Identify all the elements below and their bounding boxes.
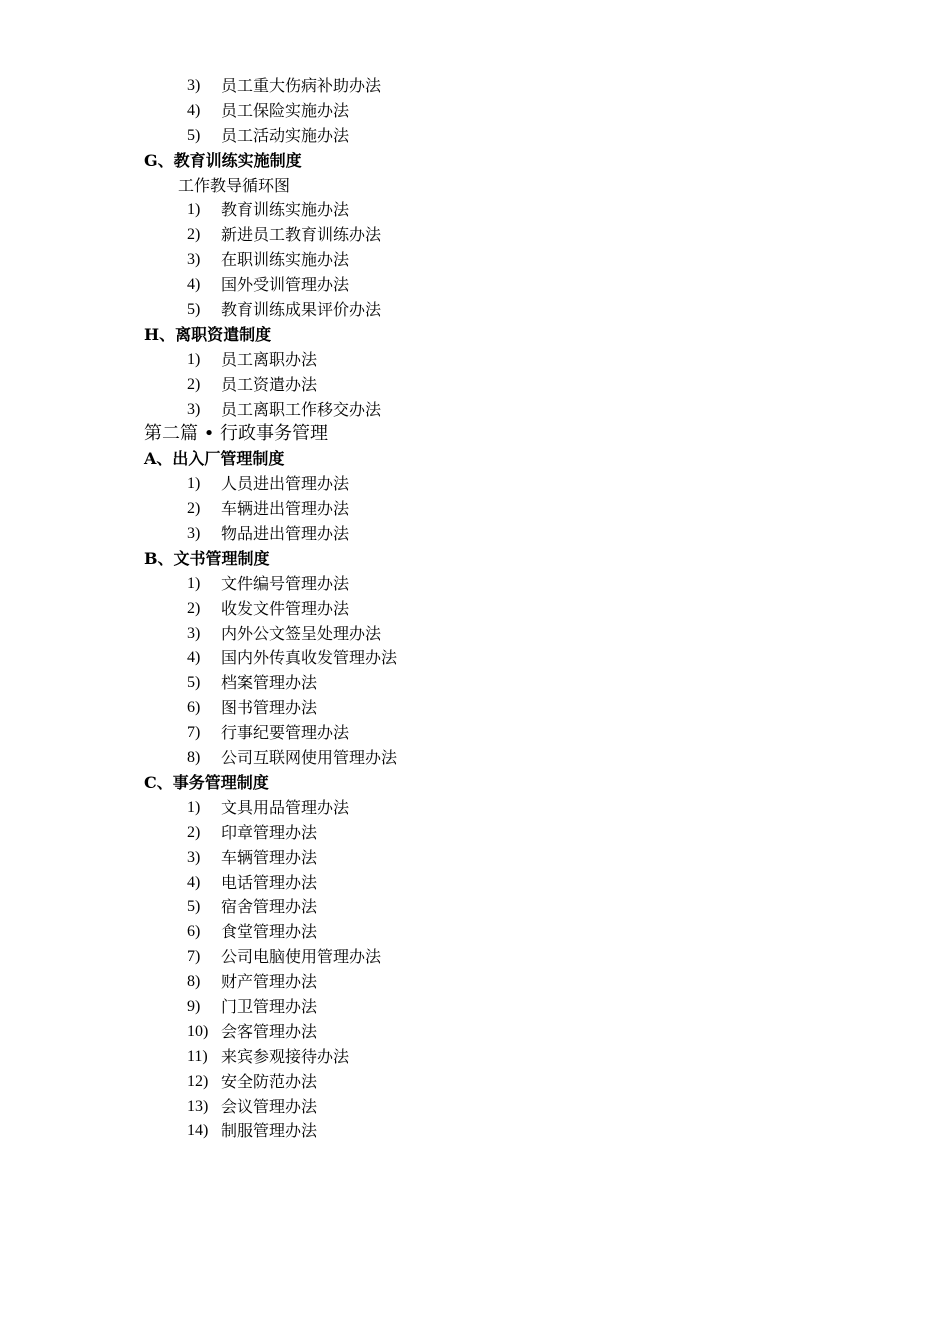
list-item-number: 7)	[187, 724, 201, 742]
list-item-text: 电话管理办法	[221, 872, 318, 892]
list-item	[0, 871, 950, 896]
list-item-number: 1)	[187, 350, 201, 368]
list-item	[0, 721, 950, 746]
list-item-number: 2)	[187, 226, 201, 244]
list-item-text: 员工离职办法	[221, 349, 318, 369]
list-item-number: 2)	[187, 599, 201, 617]
list-item-number: 3)	[187, 77, 201, 94]
list-item-text: 员工活动实施办法	[221, 125, 350, 145]
list-item	[0, 298, 950, 323]
list-item-text: 来宾参观接待办法	[221, 1046, 350, 1066]
list-item-text: 制服管理办法	[221, 1121, 318, 1141]
heading-text: G、教育训练实施制度	[144, 150, 302, 170]
list-item	[0, 497, 950, 522]
list-item	[0, 522, 950, 547]
list-item-text: 会议管理办法	[221, 1096, 318, 1116]
list-item-text: 财产管理办法	[221, 972, 318, 992]
list-item-text: 食堂管理办法	[221, 922, 318, 942]
list-item-number: 5)	[187, 674, 201, 692]
list-item-number: 4)	[187, 873, 201, 891]
list-item	[0, 646, 950, 671]
list-item-text: 安全防范办法	[221, 1071, 318, 1091]
list-item-text: 员工离职工作移交办法	[221, 399, 382, 419]
list-item	[0, 671, 950, 696]
list-item-number: 2)	[187, 823, 201, 841]
list-item-text: 公司电脑使用管理办法	[221, 947, 382, 967]
list-item-number: 3)	[187, 624, 201, 642]
list-item	[0, 348, 950, 373]
list-item-text: 员工保险实施办法	[221, 100, 350, 120]
list-item-number: 8)	[187, 973, 201, 991]
list-item-text: 在职训练实施办法	[221, 250, 350, 270]
heading-text: A、出入厂管理制度	[144, 449, 285, 469]
list-item-number: 11)	[187, 1047, 208, 1065]
list-item-text: 门卫管理办法	[221, 996, 318, 1016]
list-item-text: 图书管理办法	[221, 698, 318, 718]
list-item	[0, 995, 950, 1020]
list-item-number: 9)	[187, 997, 201, 1015]
list-item-number: 4)	[187, 649, 201, 667]
list-item-text: 车辆进出管理办法	[221, 499, 350, 519]
heading-text: 第二篇 • 行政事务管理	[144, 423, 329, 445]
list-item	[0, 273, 950, 298]
list-item	[0, 124, 950, 149]
list-item-number: 10)	[187, 1022, 209, 1040]
list-item-number: 4)	[187, 101, 201, 119]
list-item-number: 3)	[187, 848, 201, 866]
list-item-number: 13)	[187, 1097, 209, 1115]
list-item-text: 教育训练实施办法	[221, 200, 350, 220]
list-item	[0, 1045, 950, 1070]
list-item-number: 5)	[187, 301, 201, 319]
list-item	[0, 398, 950, 423]
list-item-text: 宿舍管理办法	[221, 897, 318, 917]
list-item	[0, 198, 950, 223]
list-item	[0, 945, 950, 970]
list-item-text: 会客管理办法	[221, 1021, 318, 1041]
list-item-text: 员工资遣办法	[221, 374, 318, 394]
list-item	[0, 821, 950, 846]
list-item-number: 3)	[187, 251, 201, 269]
list-item	[0, 572, 950, 597]
list-item-number: 1)	[187, 798, 201, 816]
list-item-number: 4)	[187, 276, 201, 294]
section-heading	[0, 771, 950, 796]
plain-line-text: 工作教导循环图	[178, 175, 291, 195]
list-item-text: 文具用品管理办法	[221, 797, 350, 817]
list-item-number: 8)	[187, 749, 201, 767]
list-item	[0, 223, 950, 248]
section-heading	[0, 547, 950, 572]
list-item-text: 档案管理办法	[221, 673, 318, 693]
list-item	[0, 696, 950, 721]
list-item	[0, 373, 950, 398]
list-item-text: 内外公文签呈处理办法	[221, 623, 382, 643]
list-item	[0, 597, 950, 622]
section-heading	[0, 149, 950, 174]
list-item-number: 2)	[187, 500, 201, 518]
list-item-text: 教育训练成果评价办法	[221, 300, 382, 320]
list-item	[0, 1119, 950, 1144]
list-item-number: 7)	[187, 948, 201, 966]
list-item	[0, 1095, 950, 1120]
list-item-text: 国内外传真收发管理办法	[221, 648, 398, 668]
list-item	[0, 248, 950, 273]
list-item-text: 人员进出管理办法	[221, 474, 350, 494]
list-item	[0, 970, 950, 995]
document-body	[0, 74, 950, 1144]
list-item-text: 收发文件管理办法	[221, 598, 350, 618]
heading-text: H、离职资遣制度	[144, 324, 272, 344]
plain-line	[0, 174, 950, 199]
list-item-number: 5)	[187, 126, 201, 144]
list-item	[0, 746, 950, 771]
list-item	[0, 920, 950, 945]
list-item-number: 1)	[187, 201, 201, 219]
list-item-text: 员工重大伤病补助办法	[221, 76, 382, 95]
heading-text: C、事务管理制度	[144, 772, 269, 792]
list-item	[0, 1070, 950, 1095]
list-item-text: 新进员工教育训练办法	[221, 225, 382, 245]
list-item-number: 2)	[187, 375, 201, 393]
list-item-number: 5)	[187, 898, 201, 916]
list-item-text: 物品进出管理办法	[221, 524, 350, 544]
list-item-number: 3)	[187, 400, 201, 418]
list-item-text: 公司互联网使用管理办法	[221, 748, 398, 768]
list-item-number: 1)	[187, 475, 201, 493]
list-item-text: 印章管理办法	[221, 822, 318, 842]
list-item	[0, 846, 950, 871]
section-heading	[0, 323, 950, 348]
list-item-number: 6)	[187, 699, 201, 717]
list-item-text: 国外受训管理办法	[221, 275, 350, 295]
heading-text: B、文书管理制度	[144, 548, 270, 568]
list-item-text: 文件编号管理办法	[221, 573, 350, 593]
part-heading	[0, 422, 950, 447]
list-item-number: 3)	[187, 525, 201, 543]
list-item-number: 12)	[187, 1072, 209, 1090]
list-item-number: 6)	[187, 923, 201, 941]
list-item	[0, 622, 950, 647]
list-item	[0, 99, 950, 124]
section-heading	[0, 447, 950, 472]
list-item-text: 车辆管理办法	[221, 847, 318, 867]
list-item-number: 1)	[187, 574, 201, 592]
list-item	[0, 472, 950, 497]
list-item	[0, 74, 950, 99]
list-item-text: 行事纪要管理办法	[221, 723, 350, 743]
list-item	[0, 1020, 950, 1045]
list-item	[0, 895, 950, 920]
list-item-number: 14)	[187, 1122, 209, 1140]
list-item	[0, 796, 950, 821]
